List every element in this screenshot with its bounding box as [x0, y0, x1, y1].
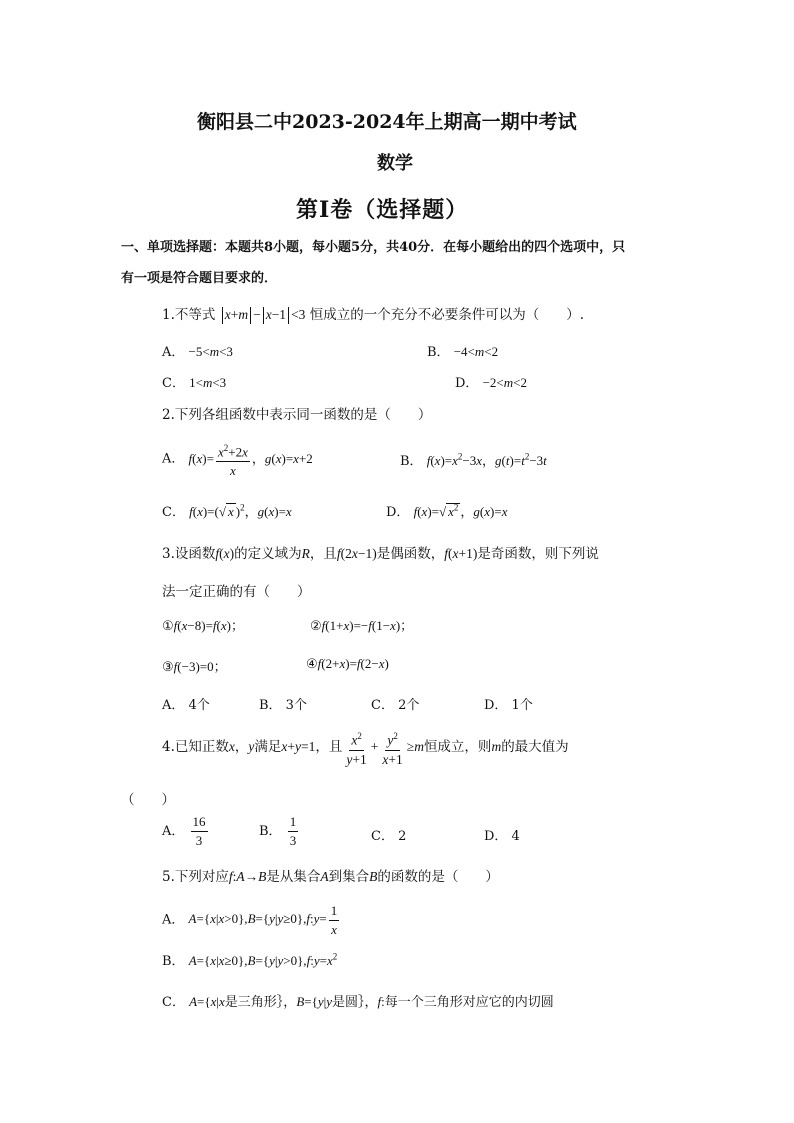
q5-text-3: 到集合 [328, 869, 370, 885]
q1-suffix: 恒成立的一个充分不必要条件可以为（ ）. [309, 307, 585, 323]
q3-text-2: 的定义域为 [234, 546, 302, 562]
q1-prefix: 1.不等式 [162, 307, 216, 323]
q2-d-label: D． [386, 505, 410, 520]
q4-text-4: ，且 [315, 738, 343, 755]
section-line-2: 有一项是符合题目要求的． [121, 271, 278, 286]
q5-c-circle: 是圆｝， [332, 995, 378, 1010]
q5-text-4: 的函数的是（ ） [377, 869, 499, 885]
volume-title: 第Ⅰ卷（选择题） [296, 197, 469, 223]
q3-text-5: 是奇函数，则下列说 [477, 546, 599, 562]
q1-a-label: A． [162, 345, 185, 360]
q3-statement-4: ④f(2+x)=f(2−x) [306, 656, 389, 672]
q2-option-c: C． f(x)=(√ x )$^2$，g(x)=x [162, 502, 292, 520]
q4-option-c: C． 2 [371, 829, 407, 844]
q1-option-a: A． −5<m<3 [162, 344, 233, 360]
q5-b-label: B． [162, 954, 185, 969]
q3-statement-2: ②f(1+x)=−f(1−x)； [310, 618, 414, 634]
q1-inequality: x+m − x−1 <3 [220, 307, 306, 322]
q1-option-c: C． 1<m<3 [162, 375, 227, 391]
q2-option-b: B． $f(x)=x^2-3x$，$g(t)=t^2-3t$ [400, 451, 547, 469]
q5-c-triangle: 是三角形｝， [224, 995, 297, 1010]
q4-b-label: B． [259, 824, 282, 839]
q4-text-6: 的最大值为 [501, 738, 569, 755]
q3-text-1: 3.设函数 [162, 546, 216, 562]
q4-a-label: A． [162, 824, 185, 839]
q4-option-d: D． 4 [484, 829, 520, 844]
q4-option-b: B． $\frac{1}{3}$ [259, 814, 297, 848]
q3-option-c: C． 2个 [371, 698, 420, 713]
q1-option-b: B． −4<m<2 [427, 344, 499, 360]
q5-c-tail: 每一个三角形对应它的内切圆 [384, 995, 554, 1010]
q2-c-label: C． [162, 505, 185, 520]
subject-title: 数学 [377, 153, 413, 174]
q3-text-4: 是偶函数， [376, 546, 445, 562]
q5-text-2: 是从集合 [266, 869, 321, 885]
q1-b-label: B． [427, 345, 450, 360]
q3-text-3: ，且 [309, 546, 337, 562]
q1-option-d: D． −2<m<2 [455, 375, 527, 391]
q4-text-5: 恒成立，则 [423, 738, 492, 755]
q2-a-label: A． [162, 451, 185, 467]
q4-text-2: ， [234, 738, 249, 755]
q2-stem: 2.下列各组函数中表示同一函数的是（ ） [162, 407, 432, 423]
q3-marker-1: ① [162, 619, 174, 634]
q2-option-a: A． f(x)= $\frac{x^2+2x}{x}$ ，g(x)=x+2 [162, 440, 313, 479]
q3-stem-line-1: 3.设函数f(x)的定义域为R，且f(2x−1)是偶函数，f(x+1)是奇函数，则下列说 [162, 546, 599, 562]
q1-stem [162, 303, 584, 324]
q5-a-label: A． [162, 912, 185, 928]
q2-b-label: B． [400, 454, 423, 469]
q4-text-3: 满足 [254, 738, 282, 755]
q4-text-1: 4.已知正数 [162, 738, 229, 755]
q2-option-d: D． f(x)=√ $x^2$ ，g(x)=x [386, 502, 508, 520]
q5-stem: 5.下列对应f:A→B是从集合A到集合B的函数的是（ ） [162, 869, 499, 885]
q4-option-a: A． $\frac{16}{3}$ [162, 814, 206, 848]
q5-option-b: B． $A=\{x|x\ge 0\},B=\{y|y>0\},f:y=x^2$ [162, 951, 338, 969]
q3-option-a: A． 4个 [162, 698, 210, 713]
q4-paren: （ ） [121, 792, 175, 808]
q3-option-b: B． 3个 [259, 698, 307, 713]
q1-c-label: C． [162, 376, 185, 391]
exam-title: 衡阳县二中2023-2024年上期高一期中考试 [197, 111, 577, 133]
q3-option-d: D． 1个 [484, 698, 533, 713]
q4-stem: 4.已知正数x，y满足x+y=1，且 $\frac{x^2}{y+1}$ + $\frac{y^2}{x+1}$ ≥m恒成立，则m的最大值为 [162, 728, 569, 768]
q3-stem-line-2: 法一定正确的有（ ） [162, 584, 311, 600]
section-line-1: 一、单项选择题：本题共8小题，每小题5分，共40分．在每小题给出的四个选项中，只 [121, 240, 626, 255]
q3-statement-1: ①f(x−8)=f(x)； [162, 618, 244, 634]
q3-statement-3: ③f(−3)=0； [162, 659, 227, 675]
q5-text-1: 5.下列对应 [162, 869, 229, 885]
q3-marker-3: ③ [162, 660, 174, 675]
q1-d-label: D． [455, 376, 479, 391]
q3-marker-2: ② [310, 619, 322, 634]
q5-option-c: C． A={x|x是三角形｝，B={y|y是圆｝，f:每一个三角形对应它的内切圆 [162, 994, 554, 1010]
q5-c-label: C． [162, 995, 185, 1010]
q5-option-a: A． A={x|x>0},B={y|y≥0},f:y= $\frac{1}{x}$ [162, 903, 338, 937]
q3-marker-4: ④ [306, 657, 318, 672]
